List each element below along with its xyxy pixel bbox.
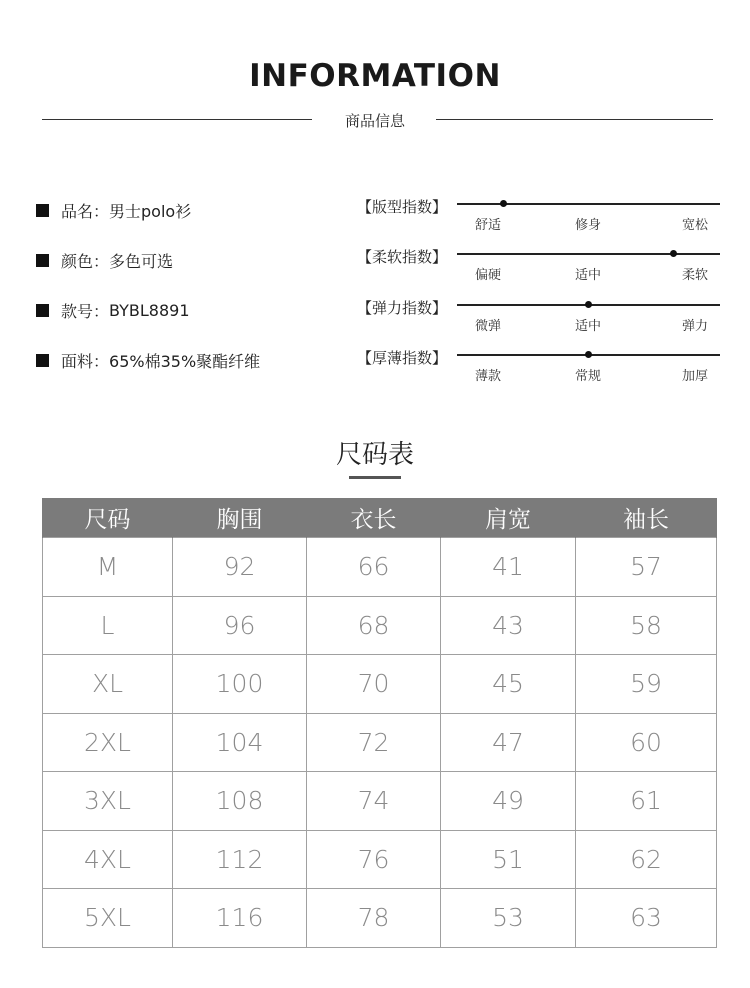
table-cell: XL (43, 655, 173, 714)
index-marker-dot (585, 301, 592, 308)
index-scale-line (457, 253, 720, 255)
table-cell: 43 (441, 596, 576, 655)
index-option: 宽松 (682, 218, 709, 233)
square-bullet-icon (36, 304, 49, 317)
table-cell: 58 (576, 596, 717, 655)
index-marker-dot (500, 200, 507, 207)
page-subtitle: 商品信息 (344, 112, 405, 130)
table-cell: 60 (576, 713, 717, 772)
table-cell: 59 (576, 655, 717, 714)
index-label: 【柔软指数】 (357, 248, 448, 266)
table-cell: 74 (307, 772, 441, 831)
header-shoulder: 肩宽 (441, 498, 576, 538)
square-bullet-icon (36, 254, 49, 267)
table-row (43, 889, 717, 948)
index-option: 加厚 (682, 369, 709, 384)
header-chest: 胸围 (173, 498, 307, 538)
info-row-fabric (36, 348, 260, 372)
table-cell: 72 (307, 713, 441, 772)
table-cell: M (43, 538, 173, 597)
table-cell: 92 (173, 538, 307, 597)
index-option: 舒适 (475, 218, 502, 233)
table-cell: 66 (307, 538, 441, 597)
table-cell: 68 (307, 596, 441, 655)
table-cell: 2XL (43, 713, 173, 772)
index-label: 【弹力指数】 (357, 299, 448, 317)
table-cell: 4XL (43, 830, 173, 889)
info-row-style-number (36, 298, 190, 322)
index-scale-line (457, 203, 720, 205)
index-label: 【厚薄指数】 (357, 349, 448, 367)
index-option: 适中 (575, 268, 602, 283)
size-table-header (43, 498, 717, 538)
index-marker-dot (585, 351, 592, 358)
table-cell: 57 (576, 538, 717, 597)
table-cell: 49 (441, 772, 576, 831)
table-cell: 70 (307, 655, 441, 714)
divider-right (436, 119, 713, 120)
table-row (43, 596, 717, 655)
index-option: 薄款 (475, 369, 502, 384)
info-value: BYBL8891 (109, 300, 190, 320)
table-cell: 51 (441, 830, 576, 889)
table-cell: 78 (307, 889, 441, 948)
table-cell: 41 (441, 538, 576, 597)
info-label: 面料： (61, 351, 110, 371)
index-option: 常规 (575, 369, 602, 384)
header-length: 衣长 (307, 498, 441, 538)
info-row-name (36, 198, 191, 222)
table-cell: 96 (173, 596, 307, 655)
table-row (43, 830, 717, 889)
table-cell: 47 (441, 713, 576, 772)
size-table (42, 498, 717, 948)
table-row (43, 772, 717, 831)
table-row (43, 713, 717, 772)
table-cell: 116 (173, 889, 307, 948)
table-cell: 5XL (43, 889, 173, 948)
info-value: 多色可选 (109, 251, 174, 271)
table-cell: 104 (173, 713, 307, 772)
table-row (43, 538, 717, 597)
info-value: 男士polo衫 (109, 201, 192, 221)
index-option: 偏硬 (475, 268, 502, 283)
table-cell: 45 (441, 655, 576, 714)
index-option: 弹力 (682, 319, 709, 334)
table-cell: 100 (173, 655, 307, 714)
table-cell: 76 (307, 830, 441, 889)
index-marker-dot (670, 250, 677, 257)
index-label: 【版型指数】 (357, 198, 448, 216)
table-cell: 63 (576, 889, 717, 948)
square-bullet-icon (36, 354, 49, 367)
index-option: 微弹 (475, 319, 502, 334)
index-option: 柔软 (682, 268, 709, 283)
table-cell: 3XL (43, 772, 173, 831)
index-option: 适中 (575, 319, 602, 334)
table-cell: 108 (173, 772, 307, 831)
info-row-color (36, 248, 173, 272)
table-cell: 53 (441, 889, 576, 948)
info-value: 65%棉35%聚酯纤维 (109, 351, 261, 371)
square-bullet-icon (36, 204, 49, 217)
header-sleeve: 袖长 (576, 498, 717, 538)
table-cell: 62 (576, 830, 717, 889)
table-row (43, 655, 717, 714)
page-title: INFORMATION (249, 58, 501, 94)
info-label: 款号： (61, 301, 110, 321)
header-size: 尺码 (43, 498, 173, 538)
table-cell: 61 (576, 772, 717, 831)
table-cell: L (43, 596, 173, 655)
info-label: 品名： (61, 201, 110, 221)
table-cell: 112 (173, 830, 307, 889)
size-table-title: 尺码表 (335, 440, 414, 470)
info-label: 颜色： (61, 251, 110, 271)
title-underline (349, 476, 401, 479)
index-option: 修身 (575, 218, 602, 233)
